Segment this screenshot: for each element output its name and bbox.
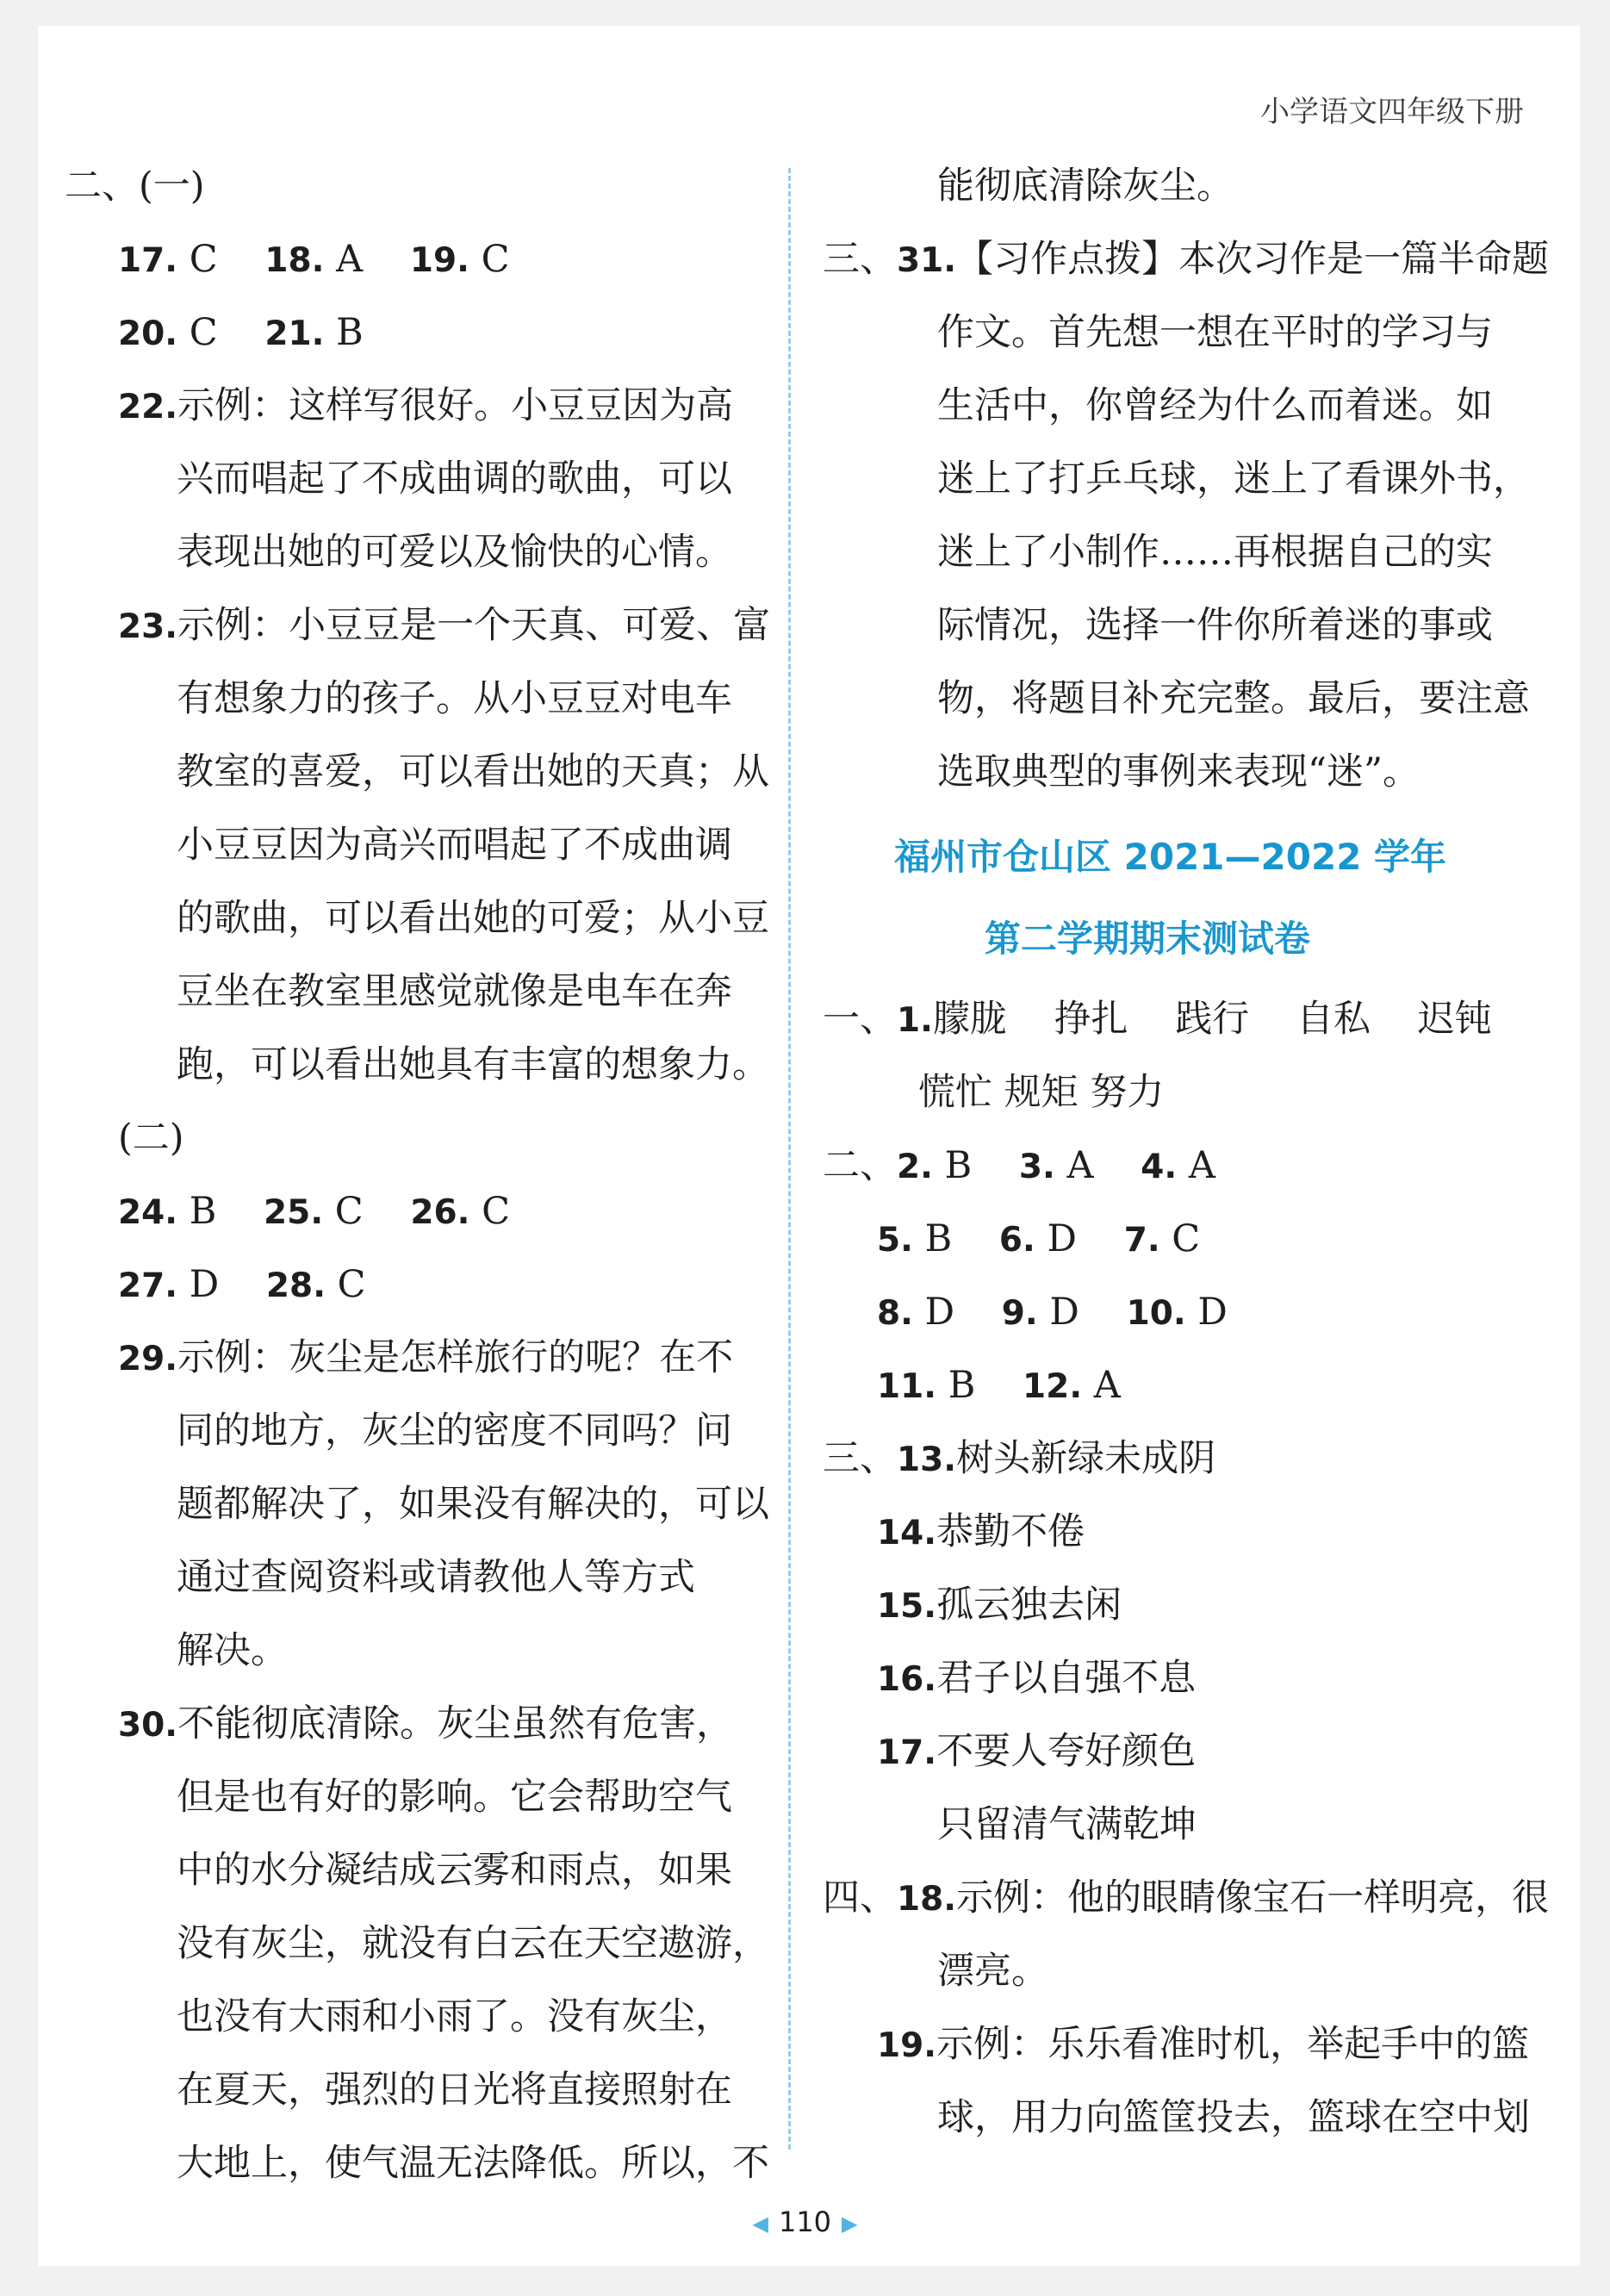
question-number: 23. <box>118 607 178 646</box>
answer-text: 物，将题目补充完整。最后，要注意 <box>937 677 1530 720</box>
answer-text: 表现出她的可爱以及愉快的心情。 <box>177 531 732 574</box>
answer-value: B <box>936 1364 1023 1407</box>
question-number: 11. <box>877 1367 937 1406</box>
answer-value: A <box>1177 1144 1215 1187</box>
question-number: 29. <box>118 1340 178 1378</box>
question-number: 13. <box>897 1440 957 1479</box>
book-title-header: 小学语文四年级下册 <box>1260 95 1524 129</box>
answer-text: 朦胧 挣扎 践行 自私 迟钝 <box>932 998 1492 1041</box>
answer-text: 示例：小豆豆是一个天真、可爱、富 <box>177 604 771 647</box>
column-divider <box>788 168 791 2150</box>
section-marker: 一、 <box>823 998 897 1041</box>
answer-value: C <box>326 1263 366 1306</box>
answer-text: 生活中，你曾经为什么而着迷。如 <box>937 384 1493 427</box>
answer-value: C <box>1159 1217 1201 1260</box>
answer-value: A <box>324 238 410 281</box>
answer-row <box>118 1174 510 1248</box>
question-number: 30. <box>118 1706 178 1745</box>
answer-line <box>877 1495 1085 1569</box>
answer-row <box>118 1248 366 1322</box>
answer-row <box>877 1202 1200 1276</box>
section-heading: 二、(一) <box>65 165 205 208</box>
question-number: 20. <box>118 314 178 353</box>
answer-text: 迷上了小制作……再根据自己的实 <box>937 531 1493 574</box>
question-number: 15. <box>877 1587 937 1626</box>
answer-line <box>877 1641 1196 1715</box>
question-number: 4. <box>1141 1148 1178 1186</box>
question-number: 26. <box>410 1193 470 1232</box>
answer-value: D <box>1185 1291 1228 1334</box>
answer-line <box>877 1568 1122 1642</box>
answer-line <box>877 1714 1196 1789</box>
answer-text: 但是也有好的影响。它会帮助空气 <box>177 1776 732 1819</box>
answer-text: 没有灰尘，就没有白云在天空遨游， <box>177 1922 769 1965</box>
section-marker: 二、 <box>823 1144 897 1187</box>
page-footer <box>0 2206 1610 2238</box>
answer-value: B <box>932 1144 1019 1187</box>
question-number: 17. <box>118 241 178 280</box>
question-number: 7. <box>1123 1221 1160 1260</box>
answer-text: 孤云独去闲 <box>936 1584 1122 1627</box>
answer-line <box>823 1861 1549 1935</box>
answer-value: A <box>1082 1364 1121 1407</box>
question-number: 10. <box>1126 1294 1186 1333</box>
answer-text: 也没有大雨和小雨了。没有灰尘， <box>177 1995 732 2038</box>
answer-line <box>877 2007 1529 2081</box>
question-number: 21. <box>264 314 325 353</box>
answer-line <box>118 1321 733 1395</box>
answer-text: 作文。首先想一想在平时的学习与 <box>937 311 1493 354</box>
exam-title-line-2: 第二学期期末测试卷 <box>985 918 1311 960</box>
answer-text: 的歌曲，可以看出她的可爱；从小豆 <box>177 897 769 940</box>
question-number: 22. <box>118 388 178 426</box>
question-number: 31. <box>897 241 957 280</box>
answer-value: C <box>177 238 265 281</box>
answer-row <box>823 1129 1215 1203</box>
page-number: 110 <box>778 2206 832 2238</box>
answer-line <box>823 982 1492 1056</box>
question-number: 2. <box>897 1148 933 1186</box>
answer-text: 漂亮。 <box>937 1950 1048 1993</box>
answer-line <box>823 222 1549 296</box>
question-number: 17. <box>877 1733 937 1772</box>
answer-text: 解决。 <box>177 1629 288 1672</box>
answer-value: C <box>469 1190 511 1233</box>
answer-text: 际情况，选择一件你所着迷的事或 <box>937 604 1493 647</box>
answer-row <box>118 222 510 296</box>
answer-text: 能彻底清除灰尘。 <box>937 165 1234 208</box>
question-number: 6. <box>998 1221 1035 1260</box>
answer-value: D <box>177 1263 266 1306</box>
question-number: 25. <box>264 1193 324 1232</box>
answer-text: 君子以自强不息 <box>936 1657 1197 1700</box>
answer-text: 跑，可以看出她具有丰富的想象力。 <box>177 1043 769 1086</box>
answer-value: B <box>324 311 364 354</box>
answer-value: D <box>1037 1291 1127 1334</box>
answer-text: 示例：这样写很好。小豆豆因为高 <box>177 384 734 427</box>
answer-value: C <box>469 238 510 281</box>
question-number: 18. <box>264 241 325 280</box>
answer-value: D <box>912 1291 1002 1334</box>
question-number: 28. <box>265 1266 326 1305</box>
answer-text: 选取典型的事例来表现“迷”。 <box>937 750 1420 793</box>
answer-value: C <box>177 311 265 354</box>
answer-text: 球，用力向篮筐投去，篮球在空中划 <box>937 2096 1530 2139</box>
section-marker: 四、 <box>823 1876 897 1920</box>
answer-text: 在夏天，强烈的日光将直接照射在 <box>177 2069 732 2112</box>
answer-row <box>877 1275 1228 1349</box>
left-triangle-icon: ◀ <box>752 2212 768 2236</box>
answer-text: 通过查阅资料或请教他人等方式 <box>177 1556 695 1599</box>
question-number: 24. <box>118 1193 178 1232</box>
answer-text: 题都解决了，如果没有解决的，可以 <box>177 1483 769 1526</box>
answer-text: 大地上，使气温无法降低。所以，不 <box>177 2142 769 2185</box>
answer-text: 示例：乐乐看准时机，举起手中的篮 <box>936 2023 1530 2066</box>
answer-value: B <box>177 1190 264 1233</box>
question-number: 5. <box>877 1221 913 1260</box>
exam-title-line-1: 福州市仓山区 2021—2022 学年 <box>894 836 1447 878</box>
answer-text: 恭勤不倦 <box>936 1510 1085 1553</box>
question-number: 1. <box>897 1001 933 1040</box>
section-heading: (二) <box>118 1117 184 1160</box>
question-number: 3. <box>1018 1148 1055 1186</box>
right-triangle-icon: ▶ <box>842 2212 858 2236</box>
answer-line <box>118 369 733 443</box>
question-number: 14. <box>877 1514 937 1552</box>
answer-text: 示例：他的眼睛像宝石一样明亮，很 <box>956 1876 1550 1920</box>
answer-row <box>877 1348 1121 1422</box>
answer-text: 慌忙 规矩 努力 <box>918 1071 1165 1114</box>
answer-line <box>823 1422 1215 1496</box>
section-marker: 三、 <box>823 1437 897 1480</box>
answer-value: D <box>1035 1217 1124 1260</box>
answer-text: 小豆豆因为高兴而唱起了不成曲调 <box>177 824 732 867</box>
question-number: 16. <box>877 1660 937 1699</box>
answer-text: 教室的喜爱，可以看出她的天真；从 <box>177 750 769 793</box>
answer-text: 不要人夸好颜色 <box>936 1730 1197 1773</box>
answer-text: 有想象力的孩子。从小豆豆对电车 <box>177 677 732 720</box>
question-number: 19. <box>409 241 469 280</box>
answer-line <box>118 588 770 663</box>
answer-row <box>118 296 364 370</box>
question-number: 27. <box>118 1266 178 1305</box>
question-number: 8. <box>877 1294 913 1333</box>
answer-text: 豆坐在教室里感觉就像是电车在奔 <box>177 970 732 1013</box>
answer-text: 中的水分凝结成云雾和雨点，如果 <box>177 1849 732 1892</box>
answer-value: B <box>912 1217 999 1260</box>
answer-value: A <box>1054 1144 1141 1187</box>
answer-line <box>118 1687 733 1761</box>
question-number: 12. <box>1023 1367 1083 1406</box>
answer-text: 【习作点拨】本次习作是一篇半命题 <box>956 238 1550 281</box>
answer-text: 只留清气满乾坤 <box>937 1803 1197 1846</box>
answer-text: 示例：灰尘是怎样旅行的呢？在不 <box>177 1336 734 1379</box>
answer-text: 迷上了打乒乓球，迷上了看课外书， <box>937 457 1530 501</box>
question-number: 9. <box>1001 1294 1038 1333</box>
question-number: 18. <box>897 1880 957 1919</box>
answer-text: 兴而唱起了不成曲调的歌曲，可以 <box>177 457 732 501</box>
answer-text: 不能彻底清除。灰尘虽然有危害， <box>177 1702 734 1745</box>
question-number: 19. <box>877 2026 937 2065</box>
answer-text: 树头新绿未成阴 <box>956 1437 1216 1480</box>
answer-value: C <box>323 1190 411 1233</box>
answer-text: 同的地方，灰尘的密度不同吗？问 <box>177 1409 732 1453</box>
section-marker: 三、 <box>823 238 897 281</box>
